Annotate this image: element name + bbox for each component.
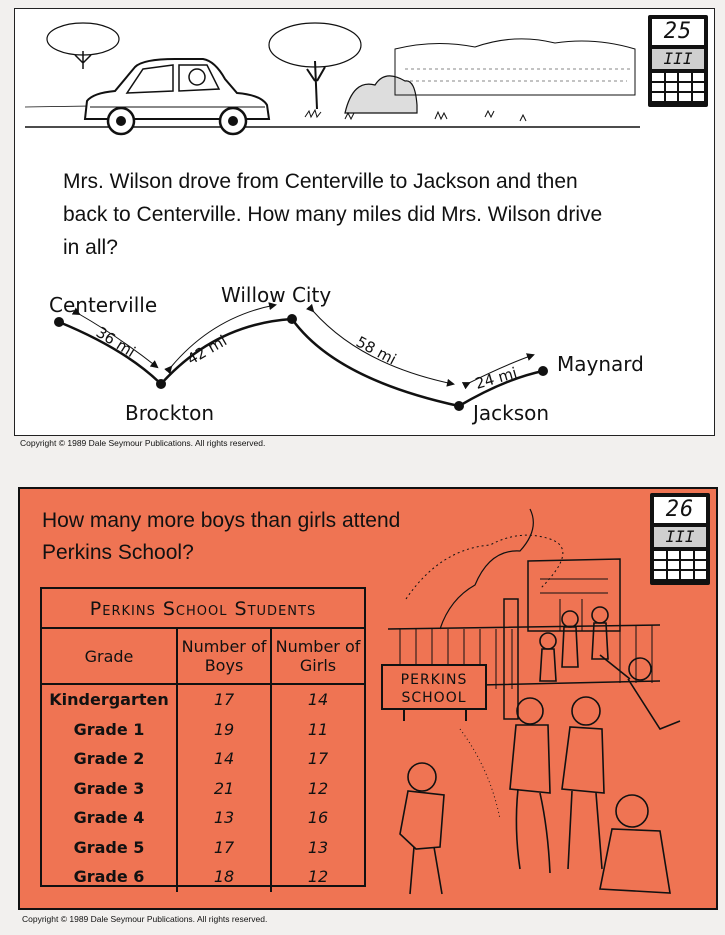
table-row [42, 833, 364, 863]
cell-girls: 12 [307, 867, 329, 886]
cell-grade: Grade 5 [42, 833, 178, 863]
town-dot-jackson [454, 401, 464, 411]
card-number: 25 [652, 19, 704, 45]
cell-girls: 13 [307, 837, 329, 857]
town-dot-brockton [156, 379, 166, 389]
town-label-centerville: Centerville [49, 293, 158, 317]
table-row [42, 862, 364, 892]
cell-boys: 17 [178, 833, 272, 863]
route-willowcity-jackson [292, 319, 459, 406]
cell-boys: 21 [178, 774, 272, 804]
cell-girls: 14 [307, 690, 329, 709]
card-number: 26 [654, 497, 706, 523]
town-label-willowcity: Willow City [221, 283, 332, 307]
distance-label-58: 58 mi [353, 332, 400, 369]
problem-card-25 [14, 8, 715, 436]
sign-text-perkins: PERKINS [400, 672, 468, 688]
students-table [40, 587, 366, 887]
table-header-row [42, 629, 364, 685]
town-label-jackson: Jackson [473, 401, 550, 425]
cell-grade: Grade 2 [42, 744, 178, 774]
route-map [15, 9, 715, 437]
cell-grade: Grade 4 [42, 803, 178, 833]
copyright-text: Copyright © 1989 Dale Seymour Publications. All rights reserved. [20, 438, 266, 448]
table-row [42, 744, 364, 774]
cell-boys: 19 [178, 715, 272, 745]
difficulty-level: III [654, 527, 706, 547]
distance-label-24: 24 mi [473, 363, 520, 393]
table-row [42, 715, 364, 745]
route-brockton-willowcity [161, 319, 292, 384]
question-text: How many more boys than girls attend Perkins School? [42, 509, 401, 564]
cell-girls: 12 [307, 778, 329, 798]
cell-grade: Grade 3 [42, 774, 178, 804]
cell-boys: 17 [178, 685, 272, 715]
copyright-text: Copyright © 1989 Dale Seymour Publications. All rights reserved. [22, 914, 268, 924]
cell-girls: 17 [307, 749, 329, 768]
header-boys: Number of Boys [178, 629, 272, 683]
cell-boys: 13 [178, 803, 272, 833]
cell-grade: Kindergarten [42, 685, 178, 715]
town-dot-willowcity [287, 314, 297, 324]
sign-text-school: SCHOOL [401, 690, 467, 706]
cell-girls: 11 [307, 719, 329, 739]
town-label-brockton: Brockton [125, 401, 215, 425]
cell-boys: 14 [178, 744, 272, 774]
problem-card-26 [18, 487, 718, 910]
question-text: Mrs. Wilson drove from Centerville to Jackson and then back to Centerville. How many miles did Mrs. Wilson drive in all? [63, 170, 603, 259]
header-girls: Number of Girls [275, 637, 361, 675]
header-grade: Grade [42, 629, 178, 683]
table-row [42, 803, 364, 833]
cell-girls: 16 [307, 808, 329, 827]
table-title: Perkins School Students [42, 589, 364, 629]
cell-boys: 18 [178, 862, 272, 892]
town-dot-centerville [54, 317, 64, 327]
distance-label-42: 42 mi [184, 331, 230, 369]
town-dot-maynard [538, 366, 548, 376]
table-row [42, 685, 364, 715]
distance-label-36: 36 mi [92, 323, 139, 361]
town-label-maynard: Maynard [557, 352, 644, 376]
table-row [42, 774, 364, 804]
difficulty-level: III [652, 49, 704, 69]
cell-grade: Grade 6 [42, 862, 178, 892]
cell-grade: Grade 1 [42, 715, 178, 745]
